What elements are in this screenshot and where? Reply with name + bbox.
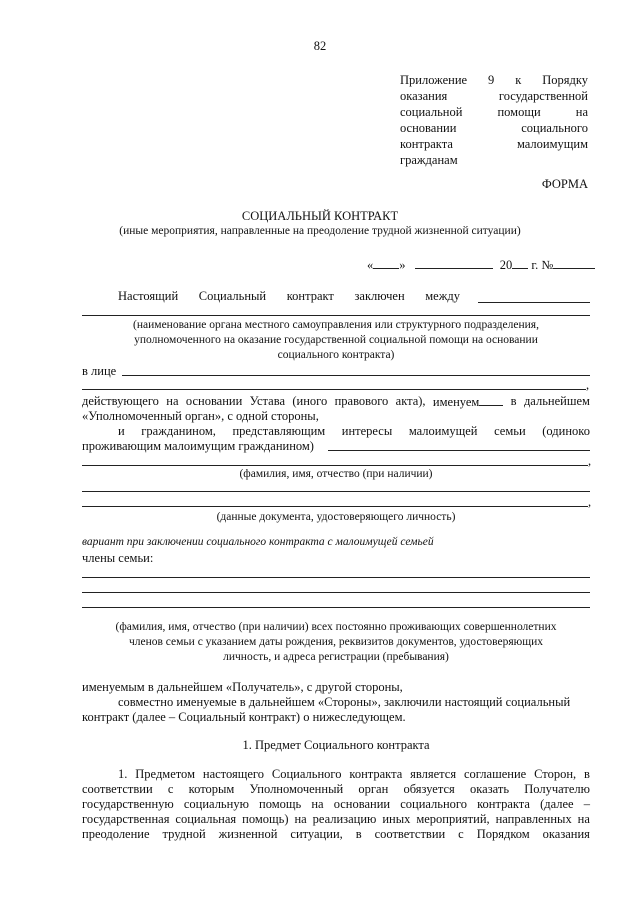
page-number: 82: [313, 39, 327, 53]
appendix-line: социальной помощи на: [400, 105, 588, 119]
month-field[interactable]: [415, 256, 493, 269]
single-line: проживающим малоимущим гражданином): [82, 439, 314, 453]
appendix-line: Приложение 9 к Порядку: [400, 73, 588, 87]
family-field-3[interactable]: [82, 607, 590, 608]
gender-suffix-field[interactable]: [479, 393, 503, 406]
authorized-line: «Уполномоченный орган», с одной стороны,: [82, 409, 319, 423]
comma: ,: [588, 495, 592, 509]
appendix-line: основании социального: [400, 121, 588, 135]
id-document-field-2[interactable]: [82, 506, 588, 507]
appendix-line: гражданам: [400, 153, 458, 167]
document-title: СОЦИАЛЬНЫЙ КОНТРАКТ: [241, 209, 399, 223]
family-caption: (фамилия, имя, отчество (при наличии) всех постоянно проживающих совершеннолетних членов семьи с указанием даты рождения, реквизитов документов, удостоверяющих личность, и адреса регистрации (пребывания): [115, 621, 557, 663]
day-field[interactable]: [373, 256, 399, 269]
id-document-field[interactable]: [82, 491, 590, 492]
recipient-name-field-2[interactable]: [82, 465, 588, 466]
comma: ,: [586, 378, 590, 392]
doc-caption: (данные документа, удостоверяющего личность): [216, 511, 456, 523]
family-members-label: члены семьи:: [82, 551, 154, 565]
org-field-end[interactable]: [478, 302, 590, 303]
year-field[interactable]: [512, 256, 528, 269]
family-field-2[interactable]: [82, 592, 590, 593]
intro-line: Настоящий Социальный контракт заключен между: [118, 289, 460, 303]
jointly-line: совместно именуемые в дальнейшем «Стороны», заключили настоящий социальный: [118, 695, 571, 709]
para-line: государственная социальная помощь) на реализацию иных мероприятий, направленных на: [82, 812, 590, 826]
document-subtitle: (иные мероприятия, направленные на преодоление трудной жизненной ситуации): [119, 225, 521, 237]
date-number-line: « » 20 г. №: [367, 256, 595, 273]
para-line: преодоление трудной жизненной ситуации, в соответствии с Порядком оказания: [82, 827, 590, 841]
contract-number-field[interactable]: [553, 256, 595, 269]
representative-field-2[interactable]: [82, 389, 586, 390]
acting-line: действующего на основании Устава (иного правового акта), именуем в дальнейшем: [82, 394, 590, 409]
appendix-block: [400, 72, 588, 168]
variant-note: вариант при заключении социального контракта с малоимущей семьей: [82, 536, 434, 548]
para-line: 1. Предметом настоящего Социального контракта является соглашение Сторон, в: [118, 767, 590, 781]
in-person-label: в лице: [82, 364, 117, 378]
family-field-1[interactable]: [82, 577, 590, 578]
form-label: ФОРМА: [541, 177, 588, 191]
org-caption: (наименование органа местного самоуправления или структурного подразделения, уполномоченного на оказание государственной социальной помощи на основании социального контракта): [133, 319, 539, 361]
section-title: 1. Предмет Социального контракта: [242, 738, 430, 752]
org-field[interactable]: [82, 315, 590, 316]
representative-field[interactable]: [122, 375, 590, 376]
recipient-name-field[interactable]: [328, 450, 590, 451]
contract-line: контракт (далее – Социальный контракт) о нижеследующем.: [82, 710, 406, 724]
appendix-line: оказания государственной: [400, 89, 588, 103]
appendix-line: контракта малоимущим: [400, 137, 588, 151]
recipient-line: именуемым в дальнейшем «Получатель», с другой стороны,: [82, 680, 403, 694]
fio-caption: (фамилия, имя, отчество (при наличии): [239, 468, 433, 480]
para-line: государственную социальную помощь на основании социального контракта (далее –: [82, 797, 590, 811]
citizen-line: и гражданином, представляющим интересы малоимущей семьи (одиноко: [118, 424, 590, 438]
para-line: соответствии с которым Уполномоченный орган обязуется оказать Получателю: [82, 782, 590, 796]
comma: ,: [588, 454, 592, 468]
